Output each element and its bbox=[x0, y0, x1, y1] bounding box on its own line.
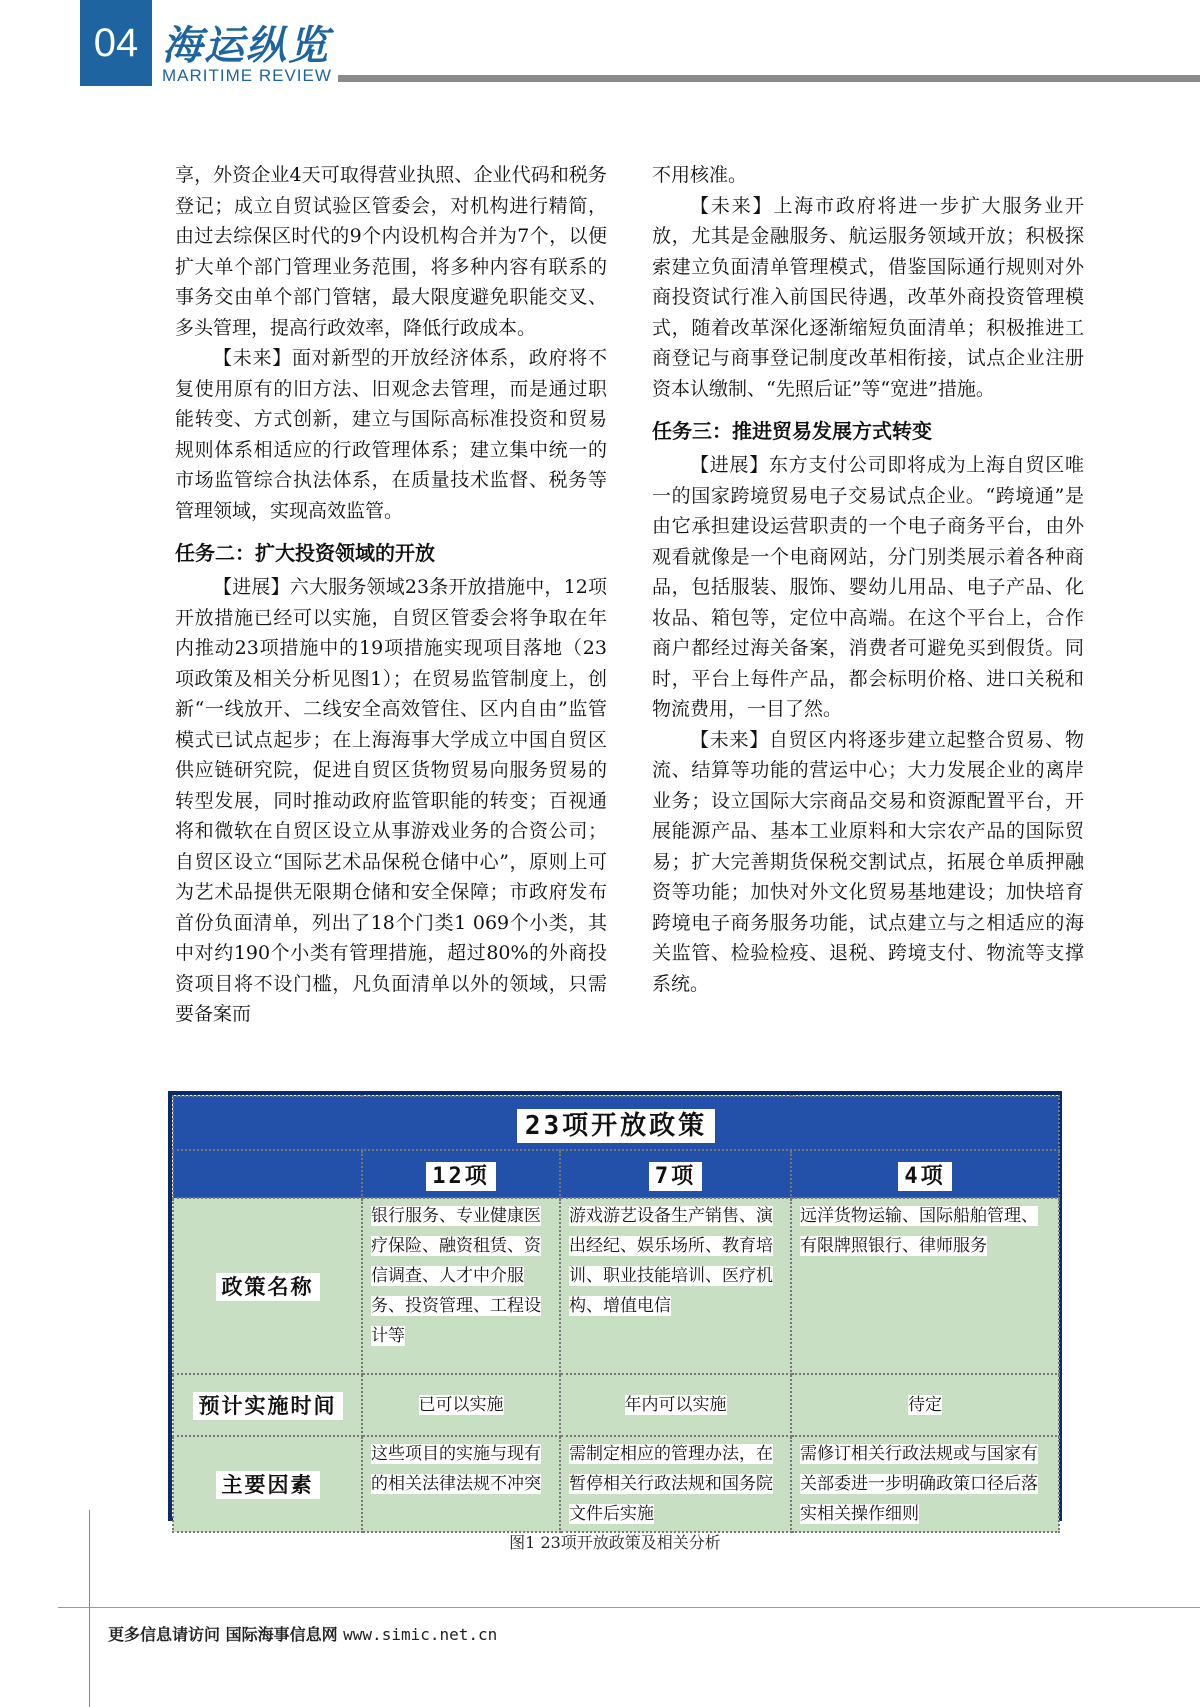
table-title: 23项开放政策 bbox=[173, 1096, 1059, 1150]
footer bbox=[108, 1622, 497, 1645]
paragraph: 不用核准。 bbox=[652, 164, 748, 186]
table-cell: 需制定相应的管理办法，在暂停相关行政法规和国务院文件后实施 bbox=[560, 1436, 791, 1532]
table-cell: 待定 bbox=[791, 1374, 1059, 1436]
table-cell: 需修订相关行政法规或与国家有关部委进一步明确政策口径后落实相关操作细则 bbox=[791, 1436, 1059, 1532]
footer-text: 更多信息请访问 国际海事信息网 bbox=[108, 1625, 338, 1644]
table-row bbox=[173, 1198, 1059, 1374]
section-heading: 任务三：推进贸易发展方式转变 bbox=[652, 419, 932, 443]
policy-table bbox=[168, 1091, 1062, 1524]
table-cell: 游戏游艺设备生产销售、演出经纪、娱乐场所、教育培训、职业技能培训、医疗机构、增值电信 bbox=[560, 1198, 791, 1374]
paragraph: 【进展】六大服务领域23条开放措施中，12项开放措施已经可以实施，自贸区管委会将争取在年内推动23项措施中的19项措施实现项目落地（23项政策及相关分析见图1）；在贸易监管制度上，创新“一线放开、二线安全高效管住、区内自由”监管模式已试点起步；在上海海事大学成立中国自贸区供应链研究院，促进自贸区货物贸易向服务贸易的转型发展，同时推动政府监管职能的转变；百视通将和微软在自贸区设立从事游戏业务的合资公司；自贸区设立“国际艺术品保税仓储中心”，原则上可为艺术品提供无限期仓储和安全保障；市政府发布首份负面清单，列出了18个门类1 069个小类，其中对约190个小类有管理措施，超过80%的外商投资项目将不设门槛，凡负面清单以外的领域，只需要备案而 bbox=[175, 576, 607, 1025]
left-column bbox=[175, 160, 607, 1030]
paragraph: 【进展】东方支付公司即将成为上海自贸区唯一的国家跨境贸易电子交易试点企业。“跨境通”是由它承担建设运营职责的一个电子商务平台，由外观看就像是一个电商网站，分门别类展示着各种商品，包括服装、服饰、婴幼儿用品、电子产品、化妆品、箱包等，定位中高端。在这个平台上，合作商户都经过海关备案，消费者可避免买到假货。同时，平台上每件产品，都会标明价格、进口关税和物流费用，一目了然。 bbox=[652, 454, 1084, 720]
figure-caption: 图1 23项开放政策及相关分析 bbox=[509, 1533, 721, 1552]
table-header: 12项 bbox=[362, 1150, 560, 1198]
page-number: 04 bbox=[80, 0, 152, 86]
paragraph: 【未来】上海市政府将进一步扩大服务业开放，尤其是金融服务、航运服务领域开放；积极探索建立负面清单管理模式，借鉴国际通行规则对外商投资试行准入前国民待遇，改革外商投资管理模式，随着改革深化逐渐缩短负面清单；积极推进工商登记与商事登记制度改革相衔接，试点企业注册资本认缴制、“先照后证”等“宽进”措施。 bbox=[652, 194, 1084, 400]
table-cell: 已可以实施 bbox=[362, 1374, 560, 1436]
right-column bbox=[652, 160, 1084, 999]
row-label: 政策名称 bbox=[173, 1198, 362, 1374]
footer-link[interactable]: www.simic.net.cn bbox=[343, 1625, 498, 1644]
table-cell: 年内可以实施 bbox=[560, 1374, 791, 1436]
table-cell: 这些项目的实施与现有的相关法律法规不冲突 bbox=[362, 1436, 560, 1532]
table-header: 7项 bbox=[560, 1150, 791, 1198]
row-label: 预计实施时间 bbox=[173, 1374, 362, 1436]
magazine-logo: 海运纵览 bbox=[162, 22, 330, 69]
table-row bbox=[173, 1436, 1059, 1532]
row-label: 主要因素 bbox=[173, 1436, 362, 1532]
paragraph: 享，外资企业4天可取得营业执照、企业代码和税务登记；成立自贸试验区管委会，对机构进行精简，由过去综保区时代的9个内设机构合并为7个，以便扩大单个部门管理业务范围，将多种内容有联系的事务交由单个部门管辖，最大限度避免职能交叉、多头管理，提高行政效率，降低行政成本。 bbox=[175, 164, 607, 339]
paragraph: 【未来】自贸区内将逐步建立起整合贸易、物流、结算等功能的营运中心；大力发展企业的离岸业务；设立国际大宗商品交易和资源配置平台，开展能源产品、基本工业原料和大宗农产品的国际贸易；扩大完善期货保税交割试点，拓展仓单质押融资等功能；加快对外文化贸易基地建设；加快培育跨境电子商务服务功能，试点建立与之相适应的海关监管、检验检疫、退税、跨境支付、物流等支撑系统。 bbox=[652, 728, 1084, 995]
section-heading: 任务二：扩大投资领域的开放 bbox=[175, 541, 435, 565]
header-rule bbox=[338, 75, 1200, 82]
table-cell: 银行服务、专业健康医疗保险、融资租赁、资信调查、人才中介服务、投资管理、工程设计等 bbox=[362, 1198, 560, 1374]
table-header: 4项 bbox=[791, 1150, 1059, 1198]
margin-line bbox=[89, 1510, 90, 1707]
magazine-logo-english: MARITIME REVIEW bbox=[162, 66, 332, 85]
table-header-blank bbox=[173, 1150, 362, 1198]
table-cell: 远洋货物运输、国际船舶管理、有限牌照银行、律师服务 bbox=[791, 1198, 1059, 1374]
table-row bbox=[173, 1374, 1059, 1436]
footer-rule bbox=[58, 1607, 1200, 1608]
paragraph: 【未来】面对新型的开放经济体系，政府将不复使用原有的旧方法、旧观念去管理，而是通过职能转变、方式创新，建立与国际高标准投资和贸易规则体系相适应的行政管理体系；建立集中统一的市场监管综合执法体系，在质量技术监督、税务等管理领域，实现高效监管。 bbox=[175, 347, 607, 522]
